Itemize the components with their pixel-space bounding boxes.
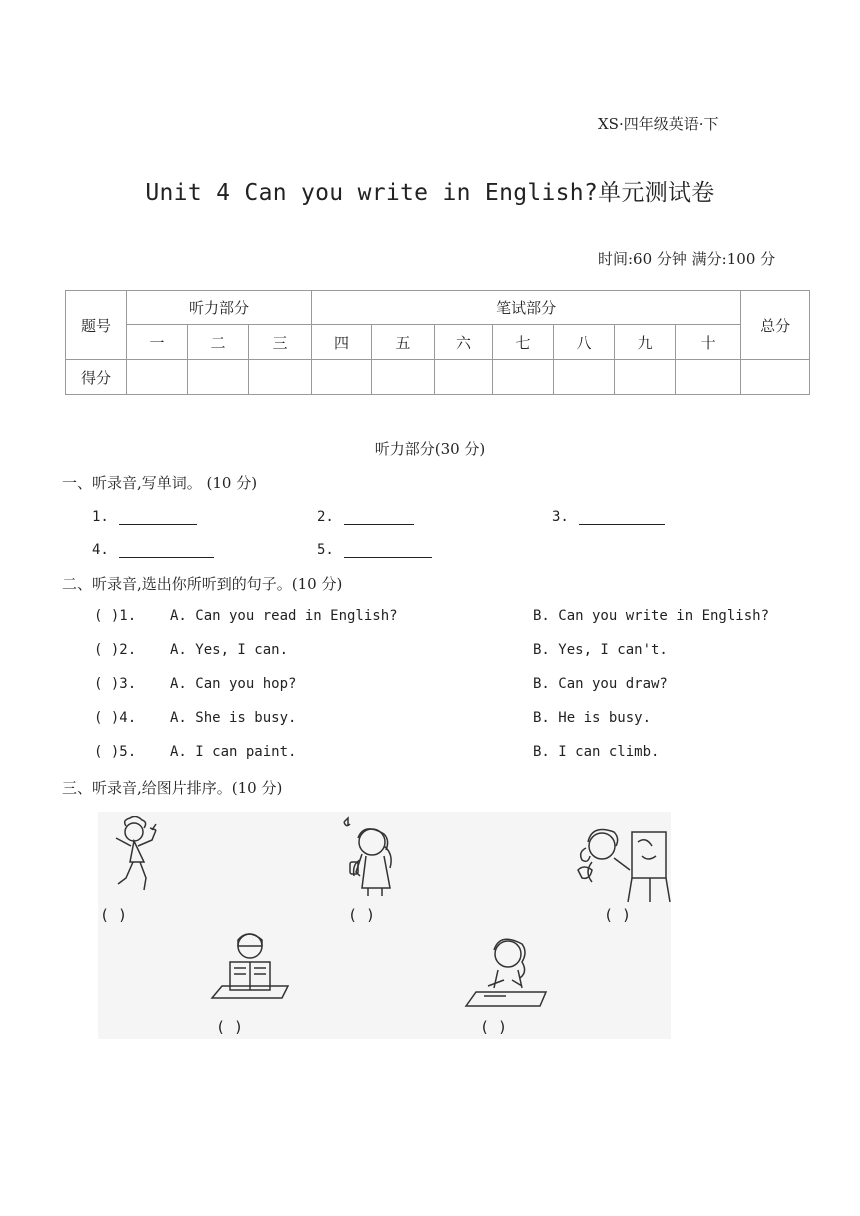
q1-item xyxy=(317,541,432,558)
q3-heading: 三、听录音,给图片排序。(10 分) xyxy=(62,779,283,797)
answer-blank[interactable] xyxy=(119,508,197,525)
score-cell[interactable] xyxy=(249,360,312,395)
book-series-label: XS·四年级英语·下 xyxy=(598,115,719,133)
q2-option-a: A. Yes, I can. xyxy=(170,642,289,658)
score-cell[interactable] xyxy=(554,360,615,395)
answer-blank[interactable] xyxy=(344,508,414,525)
singing-girl-illustration xyxy=(336,816,408,900)
reading-boy-illustration xyxy=(208,928,292,1008)
q2-option-b: B. Yes, I can't. xyxy=(533,642,668,658)
writing-part-label: 笔试部分 xyxy=(312,291,741,325)
score-cell[interactable] xyxy=(676,360,741,395)
q2-option-b: B. He is busy. xyxy=(533,710,652,726)
score-cell[interactable] xyxy=(372,360,435,395)
score-row-label: 得分 xyxy=(66,360,127,395)
section-number: 十 xyxy=(676,325,741,360)
painting-girl-illustration xyxy=(572,818,672,904)
item-number: 4. xyxy=(92,542,109,558)
section-number: 二 xyxy=(188,325,249,360)
score-cell[interactable] xyxy=(127,360,188,395)
order-answer-paren[interactable]: ( ) xyxy=(216,1018,244,1036)
q2-item-number[interactable]: ( )5. xyxy=(94,744,137,760)
score-cell[interactable] xyxy=(188,360,249,395)
q1-item xyxy=(552,508,665,525)
section-number: 八 xyxy=(554,325,615,360)
order-answer-paren[interactable]: ( ) xyxy=(604,906,632,924)
section-number: 七 xyxy=(493,325,554,360)
answer-blank[interactable] xyxy=(579,508,665,525)
answer-blank[interactable] xyxy=(344,541,432,558)
q2-option-a: A. She is busy. xyxy=(170,710,297,726)
score-cell[interactable] xyxy=(312,360,372,395)
score-table xyxy=(65,290,810,395)
dancing-girl-illustration xyxy=(100,816,168,898)
q2-item-number[interactable]: ( )1. xyxy=(94,608,137,624)
section-number: 三 xyxy=(249,325,312,360)
listening-section-title: 听力部分(30 分) xyxy=(374,440,486,458)
time-score-info: 时间:60 分钟 满分:100 分 xyxy=(598,250,776,268)
total-score-label: 总分 xyxy=(741,291,810,360)
score-cell[interactable] xyxy=(615,360,676,395)
q1-item xyxy=(92,508,197,525)
q2-heading: 二、听录音,选出你所听到的句子。(10 分) xyxy=(62,575,343,593)
writing-girl-illustration xyxy=(464,932,548,1012)
q2-option-b: B. Can you write in English? xyxy=(533,608,770,624)
item-number: 1. xyxy=(92,509,109,525)
page-title: Unit 4 Can you write in English?单元测试卷 xyxy=(145,180,715,206)
section-number: 一 xyxy=(127,325,188,360)
order-answer-paren[interactable]: ( ) xyxy=(480,1018,508,1036)
item-number: 2. xyxy=(317,509,334,525)
q2-item-number[interactable]: ( )2. xyxy=(94,642,137,658)
q2-option-a: A. Can you hop? xyxy=(170,676,297,692)
q2-option-a: A. Can you read in English? xyxy=(170,608,398,624)
q2-option-b: B. I can climb. xyxy=(533,744,660,760)
score-cell[interactable] xyxy=(493,360,554,395)
q2-item-number[interactable]: ( )4. xyxy=(94,710,137,726)
score-cell[interactable] xyxy=(435,360,493,395)
q2-option-b: B. Can you draw? xyxy=(533,676,668,692)
order-answer-paren[interactable]: ( ) xyxy=(100,906,128,924)
section-number: 四 xyxy=(312,325,372,360)
item-number: 3. xyxy=(552,509,569,525)
section-number: 五 xyxy=(372,325,435,360)
order-answer-paren[interactable]: ( ) xyxy=(348,906,376,924)
picture-panel xyxy=(98,812,671,1039)
q1-item xyxy=(317,508,414,525)
question-number-label: 题号 xyxy=(66,291,127,360)
section-number: 九 xyxy=(615,325,676,360)
q1-heading: 一、听录音,写单词。 (10 分) xyxy=(62,474,258,492)
q2-option-a: A. I can paint. xyxy=(170,744,297,760)
score-cell[interactable] xyxy=(741,360,810,395)
q2-item-number[interactable]: ( )3. xyxy=(94,676,137,692)
q1-item xyxy=(92,541,214,558)
answer-blank[interactable] xyxy=(119,541,214,558)
section-number: 六 xyxy=(435,325,493,360)
listening-part-label: 听力部分 xyxy=(127,291,312,325)
item-number: 5. xyxy=(317,542,334,558)
